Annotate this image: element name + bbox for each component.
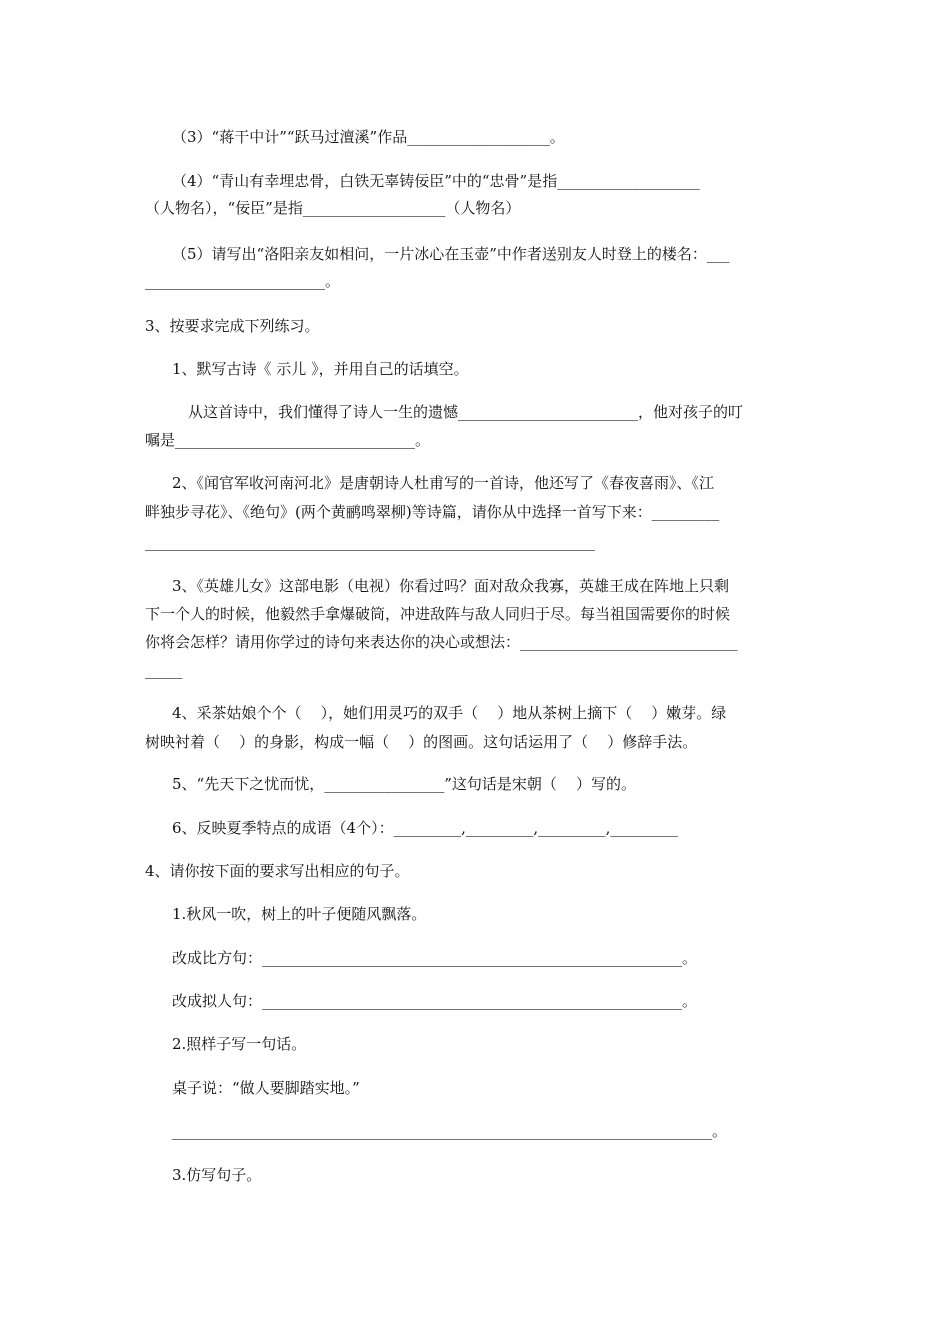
q4-item-2-example: 桌子说：“做人要脚踏实地。” [172, 1079, 360, 1097]
q3-item-3-line2: 下一个人的时候，他毅然手拿爆破筒，冲进敌阵与敌人同归于尽。每当祖国需要你的时候 [145, 605, 731, 623]
q3-item-5: 5、“先天下之忧而忧，________________”这句话是宋朝（ ）写的。 [172, 775, 636, 793]
q2-item-4-line1: （4）“青山有幸埋忠骨，白铁无辜铸佞臣”中的“忠骨”是指___________________ [172, 172, 700, 190]
q4-item-1-simile: 改成比方句：________________________________________________________。 [172, 949, 698, 967]
q3-item-6: 6、反映夏季特点的成语（4个）：_________,_________,_________,_________ [172, 819, 678, 837]
q4-item-2-answer-line: ________________________________________________________________________。 [172, 1122, 728, 1140]
q3-item-2-answer-line: ____________________________________________________________ [145, 533, 595, 551]
q3-item-3-line3: 你将会怎样？请用你学过的诗句来表达你的决心或想法：_____________________________ [145, 633, 738, 651]
q2-item-5-line1: （5）请写出“洛阳亲友如相问，一片冰心在玉壶”中作者送别友人时登上的楼名：___ [172, 245, 730, 263]
q3-item-4-line2: 树映衬着（ ）的身影，构成一幅（ ）的图画。这句话运用了（ ）修辞手法。 [145, 733, 698, 751]
q2-item-5-line2: ________________________。 [145, 272, 341, 290]
section-4-heading: 4、请你按下面的要求写出相应的句子。 [145, 862, 410, 880]
q2-item-4-line2: （人物名），“佞臣”是指___________________（人物名） [145, 199, 521, 217]
q2-item-3: （3）“蒋干中计”“跃马过澶溪”作品___________________。 [172, 128, 565, 146]
q3-item-2-line2: 畔独步寻花》、《绝句》(两个黄鹂鸣翠柳)等诗篇，请你从中选择一首写下来：_________ [145, 503, 720, 521]
q3-item-2-line1: 2、《闻官军收河南河北》是唐朝诗人杜甫写的一首诗，他还写了《春夜喜雨》、《江 [172, 474, 715, 492]
q4-item-3: 3.仿写句子。 [172, 1166, 262, 1184]
q3-item-3-line4: _____ [145, 661, 183, 679]
q3-item-3-line1: 3、《英雄儿女》这部电影（电视）你看过吗？面对敌众我寡，英雄王成在阵地上只剩 [172, 577, 730, 595]
section-3-heading: 3、按要求完成下列练习。 [145, 317, 320, 335]
q3-item-1-fill-line1: 从这首诗中，我们懂得了诗人一生的遗憾________________________，他对孩子的叮 [188, 403, 744, 421]
q3-item-4-line1: 4、采茶姑娘个个（ ），她们用灵巧的双手（ ）地从茶树上摘下（ ）嫩芽。绿 [172, 704, 727, 722]
q4-item-2: 2.照样子写一句话。 [172, 1035, 307, 1053]
q3-item-1: 1、默写古诗《 示儿 》，并用自己的话填空。 [172, 360, 469, 378]
q4-item-1-personification: 改成拟人句：________________________________________________________。 [172, 992, 698, 1010]
q3-item-1-fill-line2: 嘱是________________________________。 [145, 431, 431, 449]
q4-item-1: 1.秋风一吹，树上的叶子便随风飘落。 [172, 905, 427, 923]
